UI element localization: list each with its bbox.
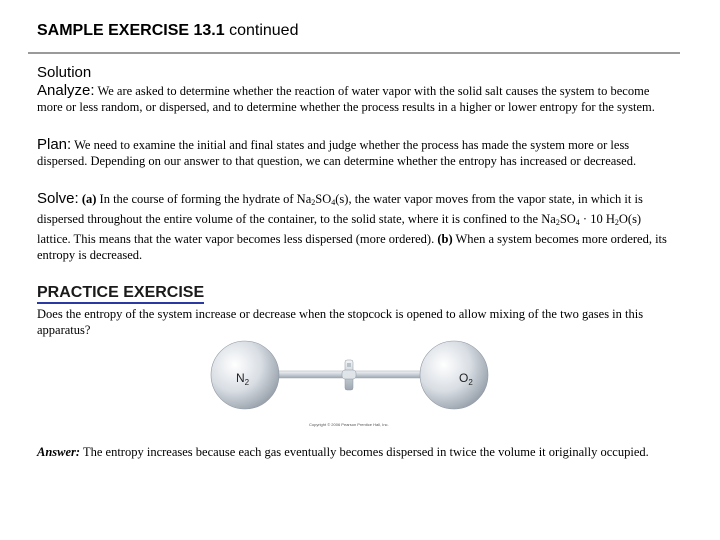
right-gas-label: $O_2$: [459, 371, 473, 387]
stopcock-valve-icon: [342, 360, 356, 390]
answer-text: The entropy increases because each gas eventually becomes dispersed in twice the volume it originally occupied.: [80, 445, 649, 459]
figure-copyright: Copyright © 2006 Pearson Prentice Hall, Inc.: [309, 422, 389, 427]
gas-mixing-apparatus-figure: [205, 330, 495, 430]
solution-heading: Solution: [37, 64, 92, 81]
practice-exercise-title: PRACTICE EXERCISE: [37, 284, 204, 304]
practice-answer: [37, 444, 677, 460]
right-gas-bulb: [420, 341, 488, 409]
practice-question: Does the entropy of the system increase or decrease when the stopcock is opened to allow mixing of the two gases in this apparatus?: [37, 307, 644, 337]
plan-text: We need to examine the initial and final states and judge whether the process has made the system more or less dispersed. Depending on our answer to that question, we can determine whether the entropy has increased or decreased.: [37, 138, 637, 168]
analyze-label: Analyze:: [37, 82, 95, 99]
answer-label: Answer:: [37, 445, 81, 459]
analyze-text: We are asked to determine whether the reaction of water vapor with the solid salt causes the system to become more or less random, or dispersed, and to determine whether the process results in a higher or lower entropy for the system.: [37, 84, 655, 114]
left-gas-label: $N_2$: [236, 371, 250, 387]
left-gas-bulb: [211, 341, 279, 409]
solve-part-b: (b): [437, 232, 453, 246]
title-divider: [28, 52, 680, 54]
solve-label: Solve:: [37, 190, 79, 207]
solve-paragraph: Solve: (a) In the course of forming the hydrate of $Na_2SO_4(s)$, the water vapor moves from the vapor state, in which it is dispersed throughout the entire volume of the container, to the solid state, where it is confined to the $Na_2SO_4 \cdot 10$ $H_2O(s)$ lattice. This means that the water vapor becomes less dispersed (more ordered). (b) When a system becomes more ordered, its entropy is decreased.: [37, 190, 667, 262]
plan-paragraph: [37, 137, 677, 169]
page-title: SAMPLE EXERCISE 13.1 continued: [37, 22, 299, 39]
plan-label: Plan:: [37, 136, 72, 153]
analyze-paragraph: [37, 83, 677, 115]
solve-part-a: (a): [81, 192, 97, 206]
